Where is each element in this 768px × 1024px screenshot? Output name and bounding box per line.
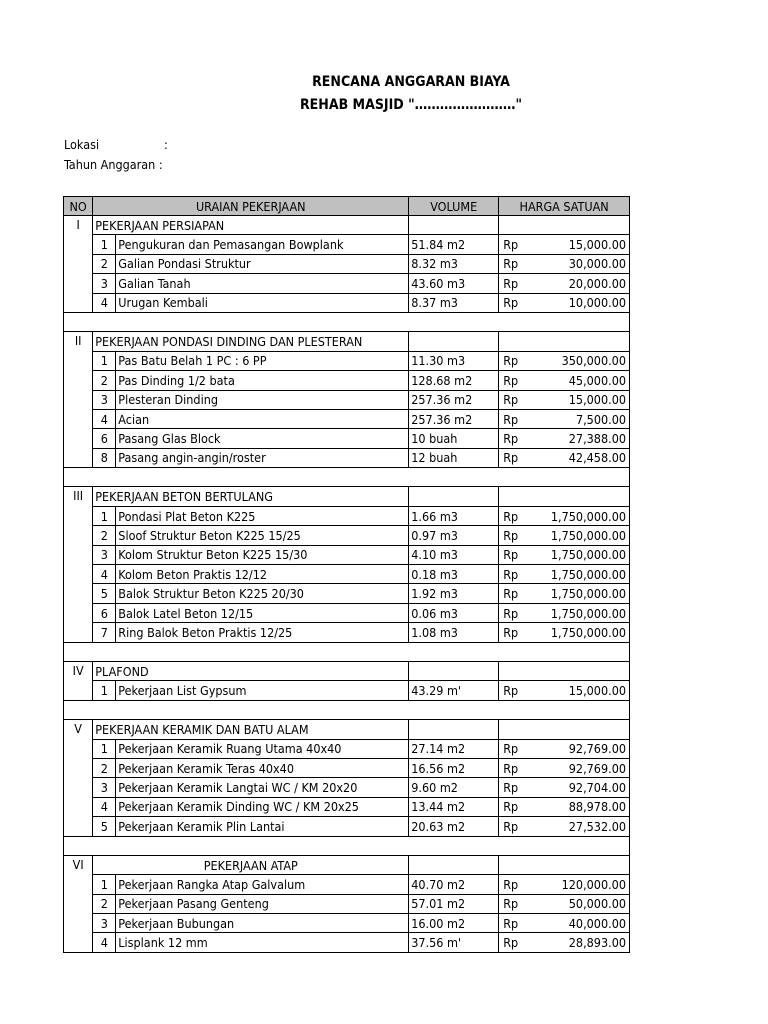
item-price bbox=[499, 681, 630, 700]
spacer-row bbox=[64, 468, 630, 487]
item-volume: 0.06 m3 bbox=[409, 603, 499, 622]
table-row bbox=[64, 429, 630, 448]
currency-label: Rp bbox=[503, 896, 519, 912]
spacer-cell bbox=[64, 700, 630, 719]
item-price bbox=[499, 235, 630, 254]
item-volume: 257.36 m2 bbox=[409, 409, 499, 428]
table-row bbox=[64, 933, 630, 952]
item-number: 4 bbox=[93, 797, 116, 816]
table-row bbox=[64, 526, 630, 545]
section-number: VI bbox=[64, 855, 93, 952]
currency-label: Rp bbox=[503, 547, 519, 563]
item-price bbox=[499, 565, 630, 584]
table-row bbox=[64, 506, 630, 525]
item-description: Pekerjaan Keramik Langtai WC / KM 20x20 bbox=[116, 778, 409, 797]
currency-label: Rp bbox=[503, 430, 519, 446]
header-no: NO bbox=[64, 197, 93, 216]
section-title: PEKERJAAN PONDASI DINDING DAN PLESTERAN bbox=[93, 332, 409, 351]
table-row bbox=[64, 371, 630, 390]
spacer-cell bbox=[64, 836, 630, 855]
item-volume: 10 buah bbox=[409, 429, 499, 448]
price-amount: 15,000.00 bbox=[568, 683, 626, 699]
item-volume: 43.60 m3 bbox=[409, 274, 499, 293]
item-number: 2 bbox=[93, 371, 116, 390]
table-header-row bbox=[64, 197, 630, 216]
item-price bbox=[499, 371, 630, 390]
item-price bbox=[499, 739, 630, 758]
item-price bbox=[499, 409, 630, 428]
table-row bbox=[64, 390, 630, 409]
item-price bbox=[499, 933, 630, 952]
currency-label: Rp bbox=[503, 624, 519, 640]
item-description: Pekerjaan Keramik Plin Lantai bbox=[116, 817, 409, 836]
price-amount: 120,000.00 bbox=[561, 876, 626, 892]
table-row bbox=[64, 894, 630, 913]
item-number: 6 bbox=[93, 603, 116, 622]
currency-label: Rp bbox=[503, 450, 519, 466]
section-volume-cell bbox=[409, 720, 499, 739]
item-volume: 0.18 m3 bbox=[409, 565, 499, 584]
table-row bbox=[64, 254, 630, 273]
lokasi-label: Lokasi bbox=[64, 137, 100, 152]
item-price bbox=[499, 817, 630, 836]
table-row bbox=[64, 448, 630, 467]
item-price bbox=[499, 351, 630, 370]
item-description: Pekerjaan Keramik Teras 40x40 bbox=[116, 758, 409, 777]
section-price-cell bbox=[499, 216, 630, 235]
currency-label: Rp bbox=[503, 372, 519, 388]
section-volume-cell bbox=[409, 855, 499, 874]
tahun-anggaran-label: Tahun Anggaran : bbox=[64, 157, 163, 172]
item-price bbox=[499, 914, 630, 933]
item-number: 4 bbox=[93, 565, 116, 584]
lokasi-field bbox=[64, 137, 168, 152]
section-volume-cell bbox=[409, 487, 499, 506]
item-number: 4 bbox=[93, 293, 116, 312]
item-volume: 8.37 m3 bbox=[409, 293, 499, 312]
item-description: Acian bbox=[116, 409, 409, 428]
item-number: 6 bbox=[93, 429, 116, 448]
item-number: 8 bbox=[93, 448, 116, 467]
item-price bbox=[499, 254, 630, 273]
item-volume: 13.44 m2 bbox=[409, 797, 499, 816]
price-amount: 1,750,000.00 bbox=[550, 624, 626, 640]
price-amount: 7,500.00 bbox=[575, 411, 626, 427]
item-volume: 128.68 m2 bbox=[409, 371, 499, 390]
currency-label: Rp bbox=[503, 237, 519, 253]
item-description: Ring Balok Beton Praktis 12/25 bbox=[116, 623, 409, 642]
item-volume: 40.70 m2 bbox=[409, 875, 499, 894]
item-number: 3 bbox=[93, 545, 116, 564]
spacer-cell bbox=[64, 468, 630, 487]
item-number: 3 bbox=[93, 778, 116, 797]
currency-label: Rp bbox=[503, 780, 519, 796]
section-row bbox=[64, 720, 630, 739]
currency-label: Rp bbox=[503, 392, 519, 408]
table-row bbox=[64, 603, 630, 622]
item-price bbox=[499, 584, 630, 603]
item-description: Pas Batu Belah 1 PC : 6 PP bbox=[116, 351, 409, 370]
item-volume: 43.29 m' bbox=[409, 681, 499, 700]
item-price bbox=[499, 603, 630, 622]
item-volume: 37.56 m' bbox=[409, 933, 499, 952]
item-volume: 51.84 m2 bbox=[409, 235, 499, 254]
spacer-row bbox=[64, 836, 630, 855]
currency-label: Rp bbox=[503, 411, 519, 427]
header-volume: VOLUME bbox=[409, 197, 499, 216]
header-harga-satuan: HARGA SATUAN bbox=[499, 197, 630, 216]
item-number: 1 bbox=[93, 681, 116, 700]
item-volume: 1.08 m3 bbox=[409, 623, 499, 642]
item-number: 7 bbox=[93, 623, 116, 642]
item-description: Pekerjaan List Gypsum bbox=[116, 681, 409, 700]
item-description: Pasang angin-angin/roster bbox=[116, 448, 409, 467]
item-description: Plesteran Dinding bbox=[116, 390, 409, 409]
section-number: II bbox=[64, 332, 93, 468]
item-number: 5 bbox=[93, 584, 116, 603]
item-number: 1 bbox=[93, 506, 116, 525]
section-price-cell bbox=[499, 855, 630, 874]
price-amount: 50,000.00 bbox=[568, 896, 626, 912]
section-row bbox=[64, 855, 630, 874]
currency-label: Rp bbox=[503, 586, 519, 602]
section-title: PEKERJAAN ATAP bbox=[93, 855, 409, 874]
price-amount: 92,769.00 bbox=[568, 741, 626, 757]
item-price bbox=[499, 758, 630, 777]
price-amount: 30,000.00 bbox=[568, 256, 626, 272]
item-price bbox=[499, 875, 630, 894]
item-volume: 4.10 m3 bbox=[409, 545, 499, 564]
table-row bbox=[64, 681, 630, 700]
item-description: Galian Tanah bbox=[116, 274, 409, 293]
price-amount: 1,750,000.00 bbox=[550, 547, 626, 563]
item-price bbox=[499, 623, 630, 642]
item-volume: 9.60 m2 bbox=[409, 778, 499, 797]
section-number: III bbox=[64, 487, 93, 642]
currency-label: Rp bbox=[503, 760, 519, 776]
item-volume: 12 buah bbox=[409, 448, 499, 467]
table-row bbox=[64, 545, 630, 564]
price-amount: 27,388.00 bbox=[568, 430, 626, 446]
item-description: Pekerjaan Pasang Genteng bbox=[116, 894, 409, 913]
currency-label: Rp bbox=[503, 935, 519, 951]
item-description: Pekerjaan Keramik Dinding WC / KM 20x25 bbox=[116, 797, 409, 816]
spacer-row bbox=[64, 312, 630, 331]
item-description: Pengukuran dan Pemasangan Bowplank bbox=[116, 235, 409, 254]
item-price bbox=[499, 390, 630, 409]
price-amount: 42,458.00 bbox=[568, 450, 626, 466]
budget-table bbox=[63, 196, 630, 953]
item-volume: 11.30 m3 bbox=[409, 351, 499, 370]
item-volume: 8.32 m3 bbox=[409, 254, 499, 273]
item-number: 1 bbox=[93, 739, 116, 758]
section-number: V bbox=[64, 720, 93, 836]
item-volume: 20.63 m2 bbox=[409, 817, 499, 836]
item-price bbox=[499, 293, 630, 312]
table-row bbox=[64, 739, 630, 758]
item-number: 4 bbox=[93, 409, 116, 428]
item-description: Urugan Kembali bbox=[116, 293, 409, 312]
document-title: RENCANA ANGGARAN BIAYA bbox=[312, 74, 510, 90]
item-price bbox=[499, 448, 630, 467]
header-uraian: URAIAN PEKERJAAN bbox=[93, 197, 409, 216]
currency-label: Rp bbox=[503, 295, 519, 311]
item-description: Pekerjaan Bubungan bbox=[116, 914, 409, 933]
price-amount: 40,000.00 bbox=[568, 915, 626, 931]
item-description: Pekerjaan Rangka Atap Galvalum bbox=[116, 875, 409, 894]
price-amount: 1,750,000.00 bbox=[550, 605, 626, 621]
section-volume-cell bbox=[409, 332, 499, 351]
table-row bbox=[64, 875, 630, 894]
price-amount: 1,750,000.00 bbox=[550, 508, 626, 524]
price-amount: 45,000.00 bbox=[568, 372, 626, 388]
currency-label: Rp bbox=[503, 256, 519, 272]
section-volume-cell bbox=[409, 216, 499, 235]
lokasi-colon: : bbox=[164, 137, 168, 152]
section-title: PEKERJAAN BETON BERTULANG bbox=[93, 487, 409, 506]
item-description: Kolom Struktur Beton K225 15/30 bbox=[116, 545, 409, 564]
section-volume-cell bbox=[409, 661, 499, 680]
price-amount: 15,000.00 bbox=[568, 237, 626, 253]
item-price bbox=[499, 894, 630, 913]
item-number: 3 bbox=[93, 274, 116, 293]
price-amount: 15,000.00 bbox=[568, 392, 626, 408]
currency-label: Rp bbox=[503, 799, 519, 815]
section-number: I bbox=[64, 216, 93, 313]
table-row bbox=[64, 817, 630, 836]
item-description: Galian Pondasi Struktur bbox=[116, 254, 409, 273]
price-amount: 1,750,000.00 bbox=[550, 566, 626, 582]
section-row bbox=[64, 661, 630, 680]
item-price bbox=[499, 429, 630, 448]
section-price-cell bbox=[499, 720, 630, 739]
table-row bbox=[64, 584, 630, 603]
table-row bbox=[64, 797, 630, 816]
spacer-cell bbox=[64, 642, 630, 661]
currency-label: Rp bbox=[503, 876, 519, 892]
table-row bbox=[64, 351, 630, 370]
item-volume: 0.97 m3 bbox=[409, 526, 499, 545]
item-price bbox=[499, 274, 630, 293]
item-volume: 1.92 m3 bbox=[409, 584, 499, 603]
item-number: 4 bbox=[93, 933, 116, 952]
price-amount: 350,000.00 bbox=[561, 353, 626, 369]
item-description: Pas Dinding 1/2 bata bbox=[116, 371, 409, 390]
item-price bbox=[499, 797, 630, 816]
item-number: 2 bbox=[93, 894, 116, 913]
table-row bbox=[64, 274, 630, 293]
item-description: Pekerjaan Keramik Ruang Utama 40x40 bbox=[116, 739, 409, 758]
item-number: 5 bbox=[93, 817, 116, 836]
item-number: 2 bbox=[93, 758, 116, 777]
item-volume: 57.01 m2 bbox=[409, 894, 499, 913]
item-description: Pondasi Plat Beton K225 bbox=[116, 506, 409, 525]
price-amount: 1,750,000.00 bbox=[550, 527, 626, 543]
section-row bbox=[64, 487, 630, 506]
item-volume: 16.56 m2 bbox=[409, 758, 499, 777]
item-description: Kolom Beton Praktis 12/12 bbox=[116, 565, 409, 584]
spacer-cell bbox=[64, 312, 630, 331]
item-volume: 257.36 m2 bbox=[409, 390, 499, 409]
currency-label: Rp bbox=[503, 508, 519, 524]
item-description: Balok Latel Beton 12/15 bbox=[116, 603, 409, 622]
item-description: Sloof Struktur Beton K225 15/25 bbox=[116, 526, 409, 545]
item-number: 2 bbox=[93, 254, 116, 273]
table-row bbox=[64, 235, 630, 254]
item-volume: 16.00 m2 bbox=[409, 914, 499, 933]
table-row bbox=[64, 758, 630, 777]
section-price-cell bbox=[499, 332, 630, 351]
currency-label: Rp bbox=[503, 915, 519, 931]
tahun-anggaran-field bbox=[64, 157, 163, 172]
item-number: 2 bbox=[93, 526, 116, 545]
price-amount: 1,750,000.00 bbox=[550, 586, 626, 602]
item-volume: 27.14 m2 bbox=[409, 739, 499, 758]
currency-label: Rp bbox=[503, 741, 519, 757]
table-row bbox=[64, 409, 630, 428]
spacer-row bbox=[64, 642, 630, 661]
table-body bbox=[64, 216, 630, 953]
price-amount: 28,893.00 bbox=[568, 935, 626, 951]
spacer-row bbox=[64, 700, 630, 719]
item-number: 3 bbox=[93, 390, 116, 409]
item-description: Balok Struktur Beton K225 20/30 bbox=[116, 584, 409, 603]
currency-label: Rp bbox=[503, 605, 519, 621]
table-row bbox=[64, 914, 630, 933]
section-price-cell bbox=[499, 661, 630, 680]
item-volume: 1.66 m3 bbox=[409, 506, 499, 525]
section-price-cell bbox=[499, 487, 630, 506]
price-amount: 27,532.00 bbox=[568, 818, 626, 834]
section-row bbox=[64, 216, 630, 235]
price-amount: 10,000.00 bbox=[568, 295, 626, 311]
section-title: PLAFOND bbox=[93, 661, 409, 680]
section-title: PEKERJAAN KERAMIK DAN BATU ALAM bbox=[93, 720, 409, 739]
item-description: Lisplank 12 mm bbox=[116, 933, 409, 952]
price-amount: 92,704.00 bbox=[568, 780, 626, 796]
section-title: PEKERJAAN PERSIAPAN bbox=[93, 216, 409, 235]
table-row bbox=[64, 565, 630, 584]
table-row bbox=[64, 778, 630, 797]
price-amount: 88,978.00 bbox=[568, 799, 626, 815]
document-subtitle: REHAB MASJID "……………………" bbox=[299, 97, 523, 113]
item-price bbox=[499, 778, 630, 797]
price-amount: 92,769.00 bbox=[568, 760, 626, 776]
item-description: Pasang Glas Block bbox=[116, 429, 409, 448]
section-number: IV bbox=[64, 661, 93, 700]
currency-label: Rp bbox=[503, 527, 519, 543]
item-price bbox=[499, 545, 630, 564]
currency-label: Rp bbox=[503, 275, 519, 291]
currency-label: Rp bbox=[503, 353, 519, 369]
item-number: 1 bbox=[93, 875, 116, 894]
item-number: 3 bbox=[93, 914, 116, 933]
currency-label: Rp bbox=[503, 566, 519, 582]
table-row bbox=[64, 623, 630, 642]
price-amount: 20,000.00 bbox=[568, 275, 626, 291]
currency-label: Rp bbox=[503, 683, 519, 699]
table-row bbox=[64, 293, 630, 312]
section-row bbox=[64, 332, 630, 351]
item-price bbox=[499, 526, 630, 545]
item-number: 1 bbox=[93, 235, 116, 254]
item-number: 1 bbox=[93, 351, 116, 370]
item-price bbox=[499, 506, 630, 525]
currency-label: Rp bbox=[503, 818, 519, 834]
